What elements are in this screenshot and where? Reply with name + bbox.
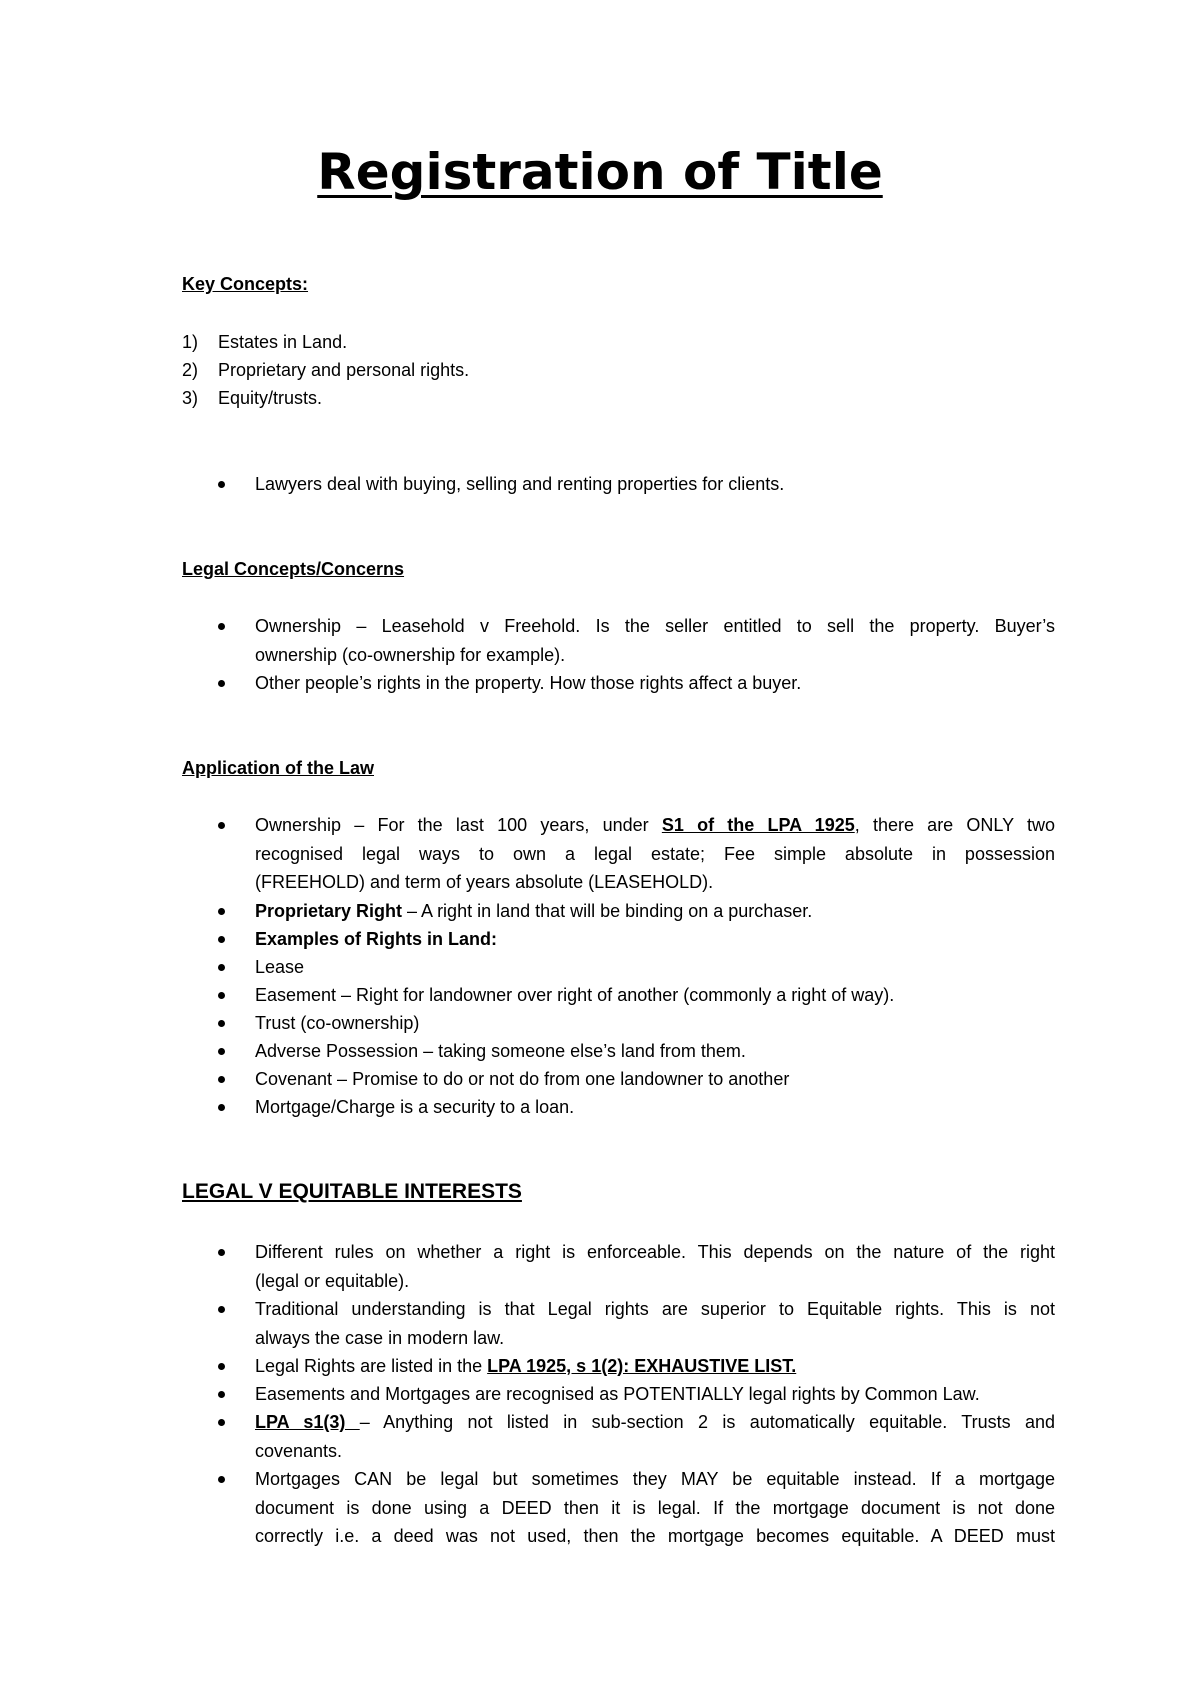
heading-key-concepts: Key Concepts: <box>182 274 309 294</box>
item-number: 3) <box>182 388 199 408</box>
heading-application: Application of the Law <box>182 758 374 778</box>
item-text: Equity/trusts. <box>218 388 323 408</box>
bullet-icon <box>218 1419 225 1426</box>
bullet-text <box>255 811 1055 840</box>
bullet-text: Trust (co-ownership) <box>255 1013 420 1033</box>
bullet-text: Examples of Rights in Land: <box>255 929 498 949</box>
bullet-icon <box>218 1306 225 1313</box>
bullet-text: recognised legal ways to own a legal estate; Fee simple absolute in possession <box>255 843 1055 864</box>
bullet-text: document is done using a DEED then it is legal. If the mortgage document is not done <box>255 1497 1055 1518</box>
bullet-icon <box>218 1391 225 1398</box>
bullet-text: Easement – Right for landowner over right of another (commonly a right of way). <box>255 985 895 1005</box>
bullet-icon <box>218 1104 225 1111</box>
bullet-icon <box>218 1476 225 1483</box>
item-number: 2) <box>182 360 199 380</box>
text-run: Ownership – For the last 100 years, under <box>255 815 662 835</box>
bullet-text: Adverse Possession – taking someone else’s land from them. <box>255 1041 746 1061</box>
statute-reference: S1 of the LPA 1925 <box>661 815 855 835</box>
bullet-icon <box>218 908 225 915</box>
bullet-icon <box>218 936 225 943</box>
text-run: , there are ONLY two <box>854 815 1055 835</box>
bullet-icon <box>218 1249 225 1256</box>
bullet-text: Other people’s rights in the property. How those rights affect a buyer. <box>255 673 802 693</box>
item-number: 1) <box>182 332 199 352</box>
bullet-text: Different rules on whether a right is enforceable. This depends on the nature of the right <box>255 1242 1055 1262</box>
bullet-icon <box>218 1048 225 1055</box>
item-text: Estates in Land. <box>218 332 348 352</box>
bullet-icon <box>218 1076 225 1083</box>
bullet-text: Mortgage/Charge is a security to a loan. <box>255 1097 575 1117</box>
bullet-icon <box>218 1020 225 1027</box>
bullet-text: (legal or equitable). <box>255 1270 410 1291</box>
heading-legal-concepts: Legal Concepts/Concerns <box>182 559 405 579</box>
statute-reference: LPA 1925, s 1(2): EXHAUSTIVE LIST. <box>487 1356 797 1376</box>
bold-term: Proprietary Right <box>255 901 403 921</box>
bullet-icon <box>218 481 225 488</box>
bullet-icon <box>218 964 225 971</box>
text-run: – Anything not listed in sub-section 2 is automatically equitable. Trusts and <box>359 1412 1055 1432</box>
bullet-text: covenants. <box>255 1440 343 1461</box>
bullet-icon <box>218 822 225 829</box>
text-run: Legal Rights are listed in the <box>255 1356 488 1376</box>
bullet-icon <box>218 992 225 999</box>
text-run: – A right in land that will be binding on a purchaser. <box>402 901 813 921</box>
bullet-text <box>255 1352 1055 1381</box>
bullet-text: Lawyers deal with buying, selling and renting properties for clients. <box>255 474 785 494</box>
bullet-text: Mortgages CAN be legal but sometimes they MAY be equitable instead. If a mortgage <box>255 1469 1055 1489</box>
item-text: Proprietary and personal rights. <box>218 360 470 380</box>
page-title: Registration of Title <box>317 143 883 201</box>
bullet-text: Easements and Mortgages are recognised as POTENTIALLY legal rights by Common Law. <box>255 1384 980 1404</box>
bullet-icon <box>218 623 225 630</box>
bullet-text: (FREEHOLD) and term of years absolute (LEASEHOLD). <box>255 872 714 892</box>
bullet-text: always the case in modern law. <box>255 1327 505 1348</box>
statute-reference: LPA s1(3) <box>255 1412 360 1432</box>
bullet-text: Lease <box>255 957 305 977</box>
bullet-icon <box>218 1363 225 1370</box>
bullet-text: Covenant – Promise to do or not do from one landowner to another <box>255 1069 790 1089</box>
bullet-text <box>255 897 1055 926</box>
bullet-icon <box>218 680 225 687</box>
heading-legal-v-equitable: LEGAL V EQUITABLE INTERESTS <box>182 1180 522 1203</box>
bullet-text: correctly i.e. a deed was not used, then the mortgage becomes equitable. A DEED must <box>255 1526 1055 1546</box>
bullet-text <box>255 1408 1055 1437</box>
bullet-text: Traditional understanding is that Legal rights are superior to Equitable rights. This is not <box>255 1299 1055 1319</box>
bullet-text: ownership (co-ownership for example). <box>255 644 566 665</box>
bullet-text: Ownership – Leasehold v Freehold. Is the seller entitled to sell the property. Buyer’s <box>255 616 1055 636</box>
